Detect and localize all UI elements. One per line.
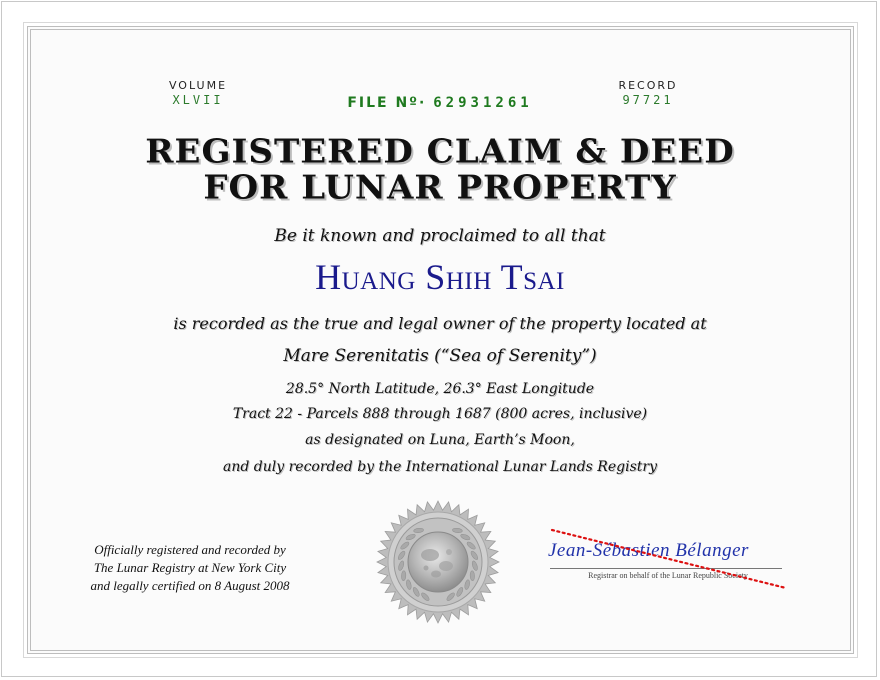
property-location: Mare Serenitatis (“Sea of Serenity”) — [283, 346, 597, 366]
certificate-title-line-2: FOR LUNAR PROPERTY — [203, 169, 677, 207]
designation-text: as designated on Luna, Earth’s Moon, — [305, 432, 575, 448]
official-registration-note — [60, 541, 320, 595]
red-dotted-strike-line — [550, 528, 790, 592]
proclamation-text: Be it known and proclaimed to all that — [274, 226, 606, 246]
file-number-value: 62931261 — [433, 95, 533, 111]
official-line-2: The Lunar Registry at New York City — [93, 560, 287, 575]
record-value: 97721 — [622, 93, 674, 107]
official-line-3: and legally certified on 8 August 2008 — [90, 578, 290, 593]
certificate-title-line-1: REGISTERED CLAIM & DEED — [145, 133, 735, 171]
registrar-signature: Jean-Sébastien Bélanger — [548, 540, 749, 561]
file-number — [300, 95, 580, 111]
volume-value: XLVII — [172, 93, 224, 107]
property-tract: Tract 22 - Parcels 888 through 1687 (800 acres, inclusive) — [232, 406, 648, 422]
property-coordinates: 28.5° North Latitude, 26.3° East Longitude — [285, 381, 595, 397]
registry-text: and duly recorded by the International Lunar Lands Registry — [223, 459, 657, 475]
recorded-as-text: is recorded as the true and legal owner of the property located at — [173, 314, 707, 333]
owner-name: Huang Shih Tsai — [315, 257, 565, 297]
signature-caption: Registrar on behalf of the Lunar Republic Society — [588, 571, 748, 580]
file-number-prefix: FILE Nº· — [347, 95, 427, 111]
moon-seal-icon — [376, 500, 500, 624]
volume-label: VOLUME — [168, 79, 228, 92]
official-line-1: Officially registered and recorded by — [94, 542, 286, 557]
record-label: RECORD — [618, 79, 678, 92]
